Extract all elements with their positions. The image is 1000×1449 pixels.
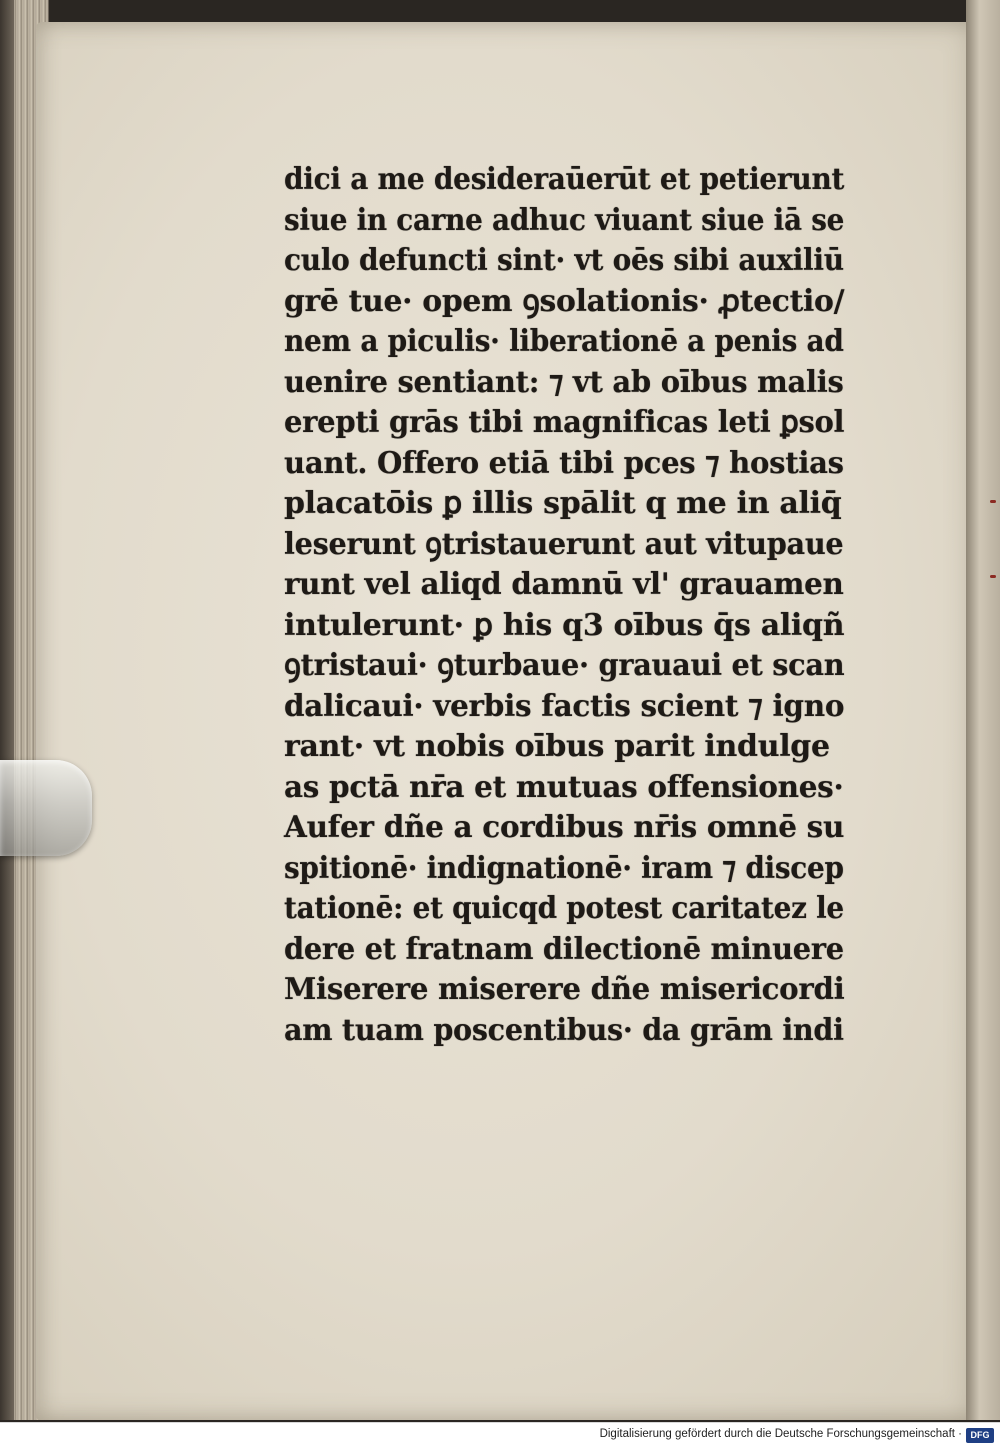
text-line: as pctā nr̄a et mutuas offensiones· (284, 769, 844, 805)
text-line: Aufer dñe a cordibus nr̄is omnē su (284, 810, 845, 845)
text-line: placatōis ꝑ illis spālit q me in aliq̄ (284, 486, 842, 521)
text-line: dici a me desideraūerūt et petierunt (284, 162, 845, 197)
page-edges-right (966, 0, 1000, 1420)
text-line: rant· vt nobis oībus parit indulge (284, 729, 830, 764)
text-line: tationē: et quicqd potest caritatez le (284, 891, 844, 926)
dfg-logo: DFG (966, 1428, 994, 1443)
text-line: leserunt ꝯtristauerunt aut vitupaue (284, 526, 844, 562)
text-line: dalicaui· verbis factis scient ⁊ igno (284, 688, 845, 724)
text-line: runt vel aliqd damnū vl' grauamen (284, 567, 844, 602)
text-line: siue in carne adhuc viuant siue iā se (284, 202, 845, 238)
text-line: uenire sentiant: ⁊ vt ab oībus malis (284, 364, 844, 400)
book-clip (0, 760, 92, 856)
text-line: ꝯtristaui· ꝯturbaue· grauaui et scan (284, 648, 845, 683)
text-line: intulerunt· ꝑ his q3 oībus q̄s aliqñ (284, 607, 845, 643)
text-block (284, 160, 844, 1051)
text-line: spitionē· indignationē· iram ⁊ discep (284, 850, 844, 886)
red-mark (990, 575, 996, 578)
text-line: grē tue· opem ꝯsolationis· ꝓtectio/ (284, 283, 845, 319)
text-line: uant. Offero etiā tibi pces ⁊ hostias (284, 445, 844, 481)
text-line: dere et fratnam dilectionē minuere (284, 931, 844, 967)
text-line: Miserere miserere dñe misericordi (284, 972, 845, 1007)
text-line: nem a piculis· liberationē a penis ad (284, 324, 844, 359)
text-line: culo defuncti sint· vt oēs sibi auxiliū (284, 243, 844, 278)
text-line: erepti grās tibi magnificas leti ꝑsol (284, 405, 845, 440)
funding-credit: Digitalisierung gefördert durch die Deutsche Forschungsgemeinschaft · (599, 1428, 962, 1440)
red-mark (990, 500, 996, 503)
text-line: am tuam poscentibus· da grām indi (284, 1012, 844, 1048)
footer-bar (0, 1422, 1000, 1449)
